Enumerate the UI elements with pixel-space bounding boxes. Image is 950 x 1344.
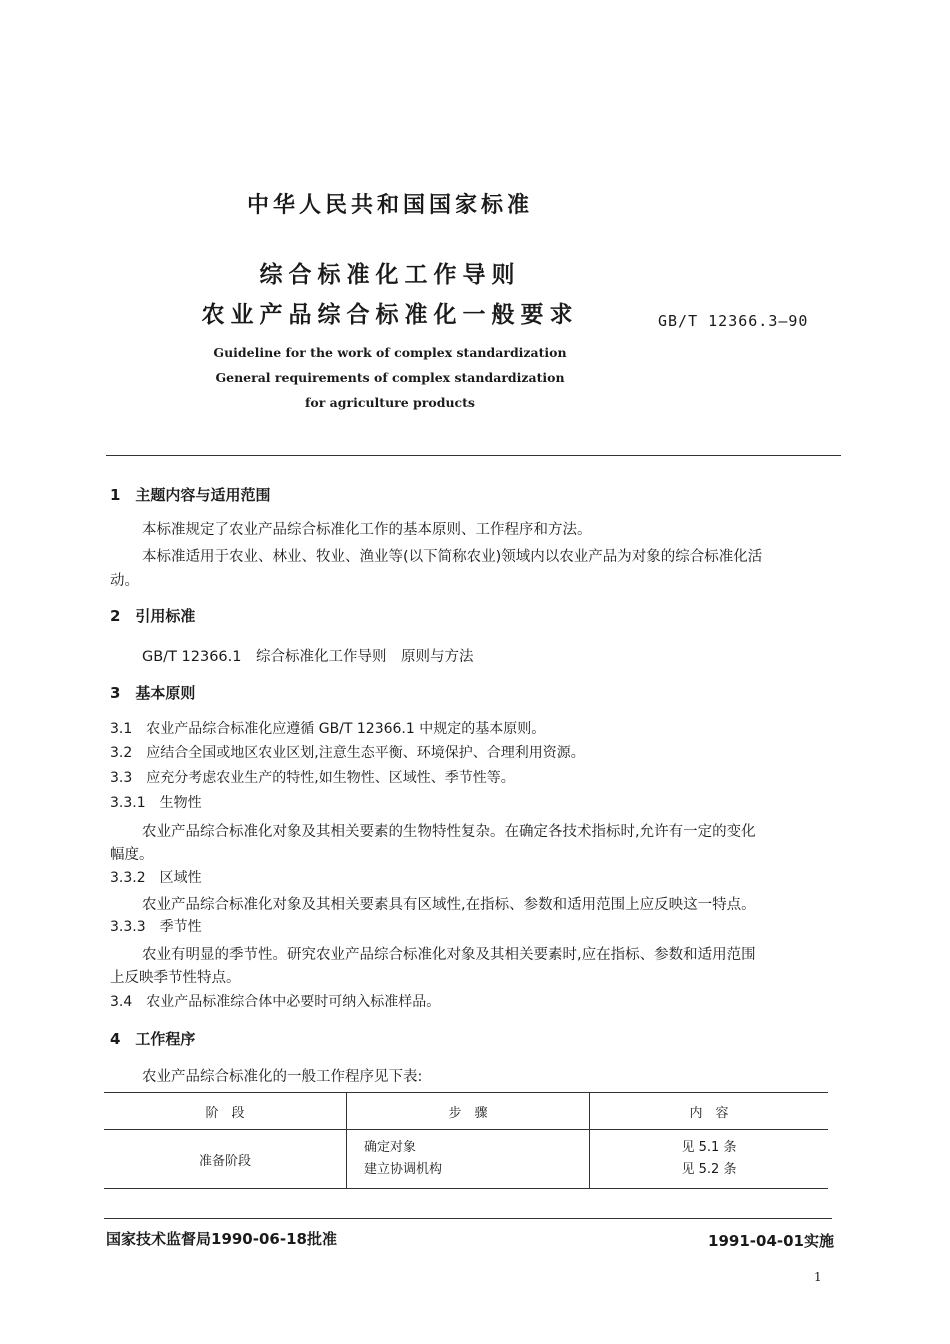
content-item: 见 5.1 条	[681, 1140, 737, 1155]
approval-line: 国家技术监督局1990-06-18批准	[106, 1230, 337, 1248]
section-3-heading: 3 基本原则	[110, 684, 196, 702]
work-procedure-table	[104, 1092, 828, 1189]
clause-3-3-1-heading: 3.3.1 生物性	[110, 795, 202, 811]
clause-3-3-3-heading: 3.3.3 季节性	[110, 919, 202, 935]
clause-3-3-1-text: 农业产品综合标准化对象及其相关要素的生物特性复杂。在确定各技术指标时,允许有一定的变化	[142, 824, 756, 840]
table-row	[104, 1130, 828, 1189]
column-header-content: 内 容	[590, 1093, 829, 1130]
header-divider	[106, 455, 841, 456]
english-title-line1: Guideline for the work of complex standardization	[213, 345, 567, 360]
standard-title-line2: 农业产品综合标准化一般要求	[201, 302, 579, 328]
english-title-line2: General requirements of complex standardization	[215, 370, 565, 385]
section-4-heading: 4 工作程序	[110, 1030, 196, 1048]
clause-3-1: 3.1 农业产品综合标准化应遵循 GB/T 12366.1 中规定的基本原则。	[110, 721, 546, 737]
step-cell	[347, 1130, 590, 1189]
implementation-date: 1991-04-01实施	[708, 1232, 834, 1250]
step-item: 建立协调机构	[364, 1162, 443, 1177]
clause-3-3-3-text: 农业有明显的季节性。研究农业产品综合标准化对象及其相关要素时,应在指标、参数和适用范围	[142, 947, 756, 963]
stage-cell: 准备阶段	[104, 1130, 347, 1189]
clause-3-2: 3.2 应结合全国或地区农业区划,注意生态平衡、环境保护、合理利用资源。	[110, 745, 585, 761]
clause-3-3-2-heading: 3.3.2 区域性	[110, 870, 202, 886]
english-title-line3: for agriculture products	[305, 395, 475, 410]
clause-3-3: 3.3 应充分考虑农业生产的特性,如生物性、区域性、季节性等。	[110, 770, 515, 786]
content-item: 见 5.2 条	[681, 1162, 737, 1177]
column-header-stage: 阶 段	[104, 1093, 347, 1130]
clause-3-4: 3.4 农业产品标准综合体中必要时可纳入标准样品。	[110, 994, 441, 1010]
table-header-row	[104, 1093, 828, 1130]
page-number: 1	[814, 1270, 822, 1284]
section-2-heading: 2 引用标准	[110, 607, 196, 625]
issuing-authority-title: 中华人民共和国国家标准	[246, 193, 533, 218]
section-1-paragraph-1: 本标准规定了农业产品综合标准化工作的基本原则、工作程序和方法。	[142, 522, 592, 538]
clause-3-3-1-text-cont: 幅度。	[110, 847, 154, 863]
standard-title-line1: 综合标准化工作导则	[259, 262, 521, 288]
standard-number: GB/T 12366.3—90	[658, 312, 809, 330]
section-1-paragraph-2-cont: 动。	[110, 573, 139, 589]
step-item: 确定对象	[364, 1140, 417, 1155]
clause-3-3-3-text-cont: 上反映季节性特点。	[110, 970, 241, 986]
section-1-heading: 1 主题内容与适用范围	[110, 486, 271, 504]
footer-divider	[104, 1218, 832, 1219]
referenced-standard: GB/T 12366.1 综合标准化工作导则 原则与方法	[142, 649, 474, 665]
content-cell	[590, 1130, 829, 1189]
section-4-intro: 农业产品综合标准化的一般工作程序见下表:	[142, 1069, 423, 1085]
clause-3-3-2-text: 农业产品综合标准化对象及其相关要素具有区域性,在指标、参数和适用范围上应反映这一特点。	[142, 897, 756, 913]
section-1-paragraph-2: 本标准适用于农业、林业、牧业、渔业等(以下简称农业)领域内以农业产品为对象的综合标准化活	[142, 549, 763, 565]
column-header-step: 步 骤	[347, 1093, 590, 1130]
